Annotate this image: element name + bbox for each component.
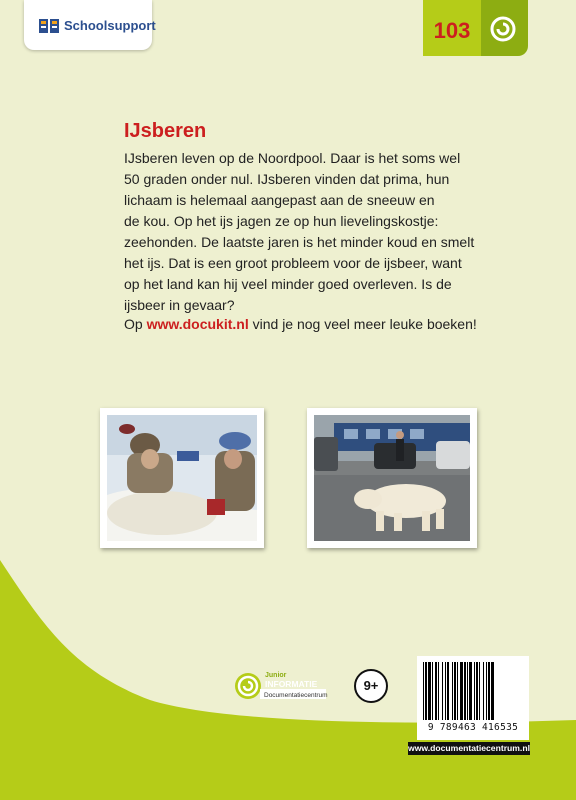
barcode-bars xyxy=(423,662,523,720)
schoolsupport-logo xyxy=(24,0,156,50)
description-line: zeehonden. De laatste jaren is het minder koud en smelt xyxy=(124,234,475,250)
description-line: IJsberen leven op de Noordpool. Daar is het soms wel xyxy=(124,150,461,166)
series-logo-line3: Documentatiecentrum xyxy=(264,692,328,699)
description-line: het ijs. Dat is een groot probleem voor de ijsbeer, want xyxy=(124,255,462,271)
barcode xyxy=(417,656,529,740)
book-number: 103 xyxy=(433,18,471,43)
isbn-number: 9 789463 416535 xyxy=(427,722,519,733)
page-title: IJsberen xyxy=(124,120,207,142)
description xyxy=(124,148,474,316)
description-line: lichaam is helemaal aangepast aan de sneeuw en xyxy=(124,192,435,208)
brand-name: Schoolsupport xyxy=(64,18,156,33)
researchers-photo-image xyxy=(107,415,257,541)
website-url[interactable]: www.documentatiecentrum.nl xyxy=(408,743,530,753)
website-promo xyxy=(124,316,477,332)
description-line: ijsbeer in gevaar? xyxy=(124,297,235,313)
series-logo-line2: INFORMATIE xyxy=(265,679,318,689)
age-badge: 9+ xyxy=(354,669,388,703)
photo-polar-bear-town xyxy=(307,408,477,548)
photo-researchers xyxy=(100,408,264,548)
book-logo-icon xyxy=(38,17,60,35)
spiral-icon xyxy=(490,16,516,42)
description-line: op het land kan hij veel minder goed overleven. Is de xyxy=(124,276,452,292)
series-logo-line1: Junior xyxy=(265,672,287,679)
promo-prefix: Op xyxy=(124,316,143,332)
junior-informatie-logo xyxy=(232,666,332,708)
docukit-link[interactable]: www.docukit.nl xyxy=(146,316,249,332)
description-line: de kou. Op het ijs jagen ze op hun lievelingskostje: xyxy=(124,213,439,229)
description-line: 50 graden onder nul. IJsberen vinden dat prima, hun xyxy=(124,171,450,187)
polar-bear-photo-image xyxy=(314,415,470,541)
promo-suffix: vind je nog veel meer leuke boeken! xyxy=(252,316,477,332)
